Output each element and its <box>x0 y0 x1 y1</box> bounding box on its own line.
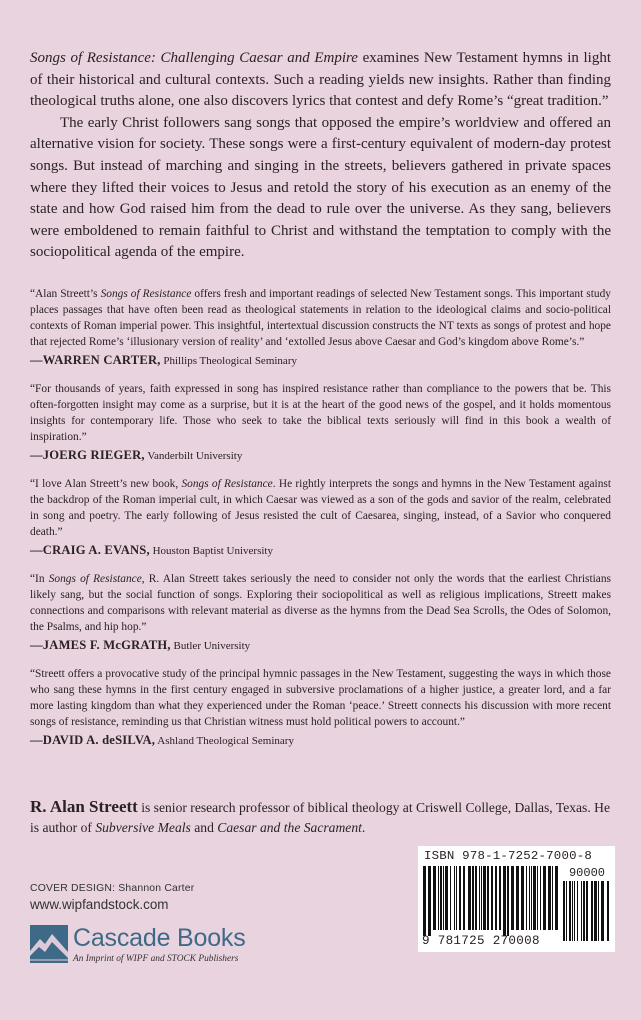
endorsement-quote: “In Songs of Resistance, R. Alan Streett takes seriously the need to consider not only the words that the earliest Christians likely sang, but the social function of songs. Exploring their sociopolitical as well as religious implications, Streett makes connections and comparisons with relevant material as diverse as the hymns from the Dead Sea Scrolls, the Odes of Solomon, the Psalms, and hip hop.” <box>30 573 611 633</box>
endorsement-attribution <box>30 352 611 369</box>
endorsement-attribution <box>30 542 611 559</box>
ean-digits: 9 781725 270008 <box>422 934 540 948</box>
addon-digits: 90000 <box>568 866 605 880</box>
description-paragraph-1 <box>30 48 611 113</box>
endorsement <box>30 666 611 749</box>
author-bio: R. Alan Streett is senior research professor of biblical theology at Criswell College, Dallas, Texas. He is author of Subversive Meals and Caesar and the Sacrament. <box>30 797 610 835</box>
description-text-1: examines New Testament hymns in light of their historical and cultural contexts. Such a reading yields new insights. Rather than finding theological truths alone, one also discovers lyrics that contest and defy Rome’s “great tradition.” <box>30 50 611 110</box>
publisher-website[interactable]: www.wipfandstock.com <box>30 897 169 912</box>
endorsement <box>30 286 611 369</box>
cascade-mountain-logo-icon <box>30 925 68 963</box>
description-paragraph-2: The early Christ followers sang songs that opposed the empire’s worldview and offered an alternative vision for society. These songs were a first-century equivalent of modern-day protest songs. But instead of marching and singing in the streets, believers gathered in private spaces where they lifted their voices to Jesus and retold the story of his execution as an enemy of the state and how God raised him from the dead to rule over the universe. As they sang, believers were emboldened to remain faithful to Christ and withstand the temptation to comply with the sociopolitical agenda of the empire. <box>30 114 611 261</box>
endorsement-attribution <box>30 732 611 749</box>
ean-barcode-bars <box>423 866 559 936</box>
endorsement-attribution <box>30 447 611 464</box>
addon-barcode-bars <box>563 881 611 947</box>
endorsement-quote: “For thousands of years, faith expressed in song has inspired resistance rather than compliance to the powers that be. This often-forgotten insight may come as a surprise, but it is at the heart of the good news of the gospel, and it holds momentous insights for contemporary life. Those who seek to take the biblical texts seriously will find in this book a wealth of inspiration.” <box>30 383 611 443</box>
endorser-name: —DAVID A. deSILVA, <box>30 733 156 747</box>
endorsement-quote: “Streett offers a provocative study of the principal hymnic passages in the New Testament, suggesting the ways in which those who sang these hymns in the first century engaged in subversive proclamations of a higher justice, a greater lord, and a far more lasting kingdom than what they experienced under the Roman ‘peace.’ Streett connects his discussion with more recent songs of resistance, reminding us that Christian witness must hold political powers to account.” <box>30 668 611 728</box>
book-title-caesar-sacrament: Caesar and the Sacrament <box>217 820 362 835</box>
endorsement <box>30 381 611 464</box>
endorser-name: —WARREN CARTER, <box>30 353 161 367</box>
endorser-name: —JAMES F. McGRATH, <box>30 638 171 652</box>
book-title-subversive-meals: Subversive Meals <box>95 820 191 835</box>
publisher-imprint: An Imprint of WIPF and STOCK Publishers <box>73 954 239 964</box>
endorser-affiliation: Vanderbilt University <box>144 450 243 462</box>
endorser-name: —CRAIG A. EVANS, <box>30 543 150 557</box>
endorser-affiliation: Butler University <box>170 640 251 652</box>
endorsement-quote: “I love Alan Streett’s new book, Songs of Resistance. He rightly interprets the songs and hymns in the New Testament against the backdrop of the Roman imperial cult, in which Caesar was viewed as a son of the gods and savior of the realm, celebrated in song and poetry. The early following of Jesus resisted the cult of Caesarea, singing, instead, of a Savior who conquered death.” <box>30 478 611 538</box>
barcode <box>418 846 615 952</box>
cover-design-credit: COVER DESIGN: Shannon Carter <box>30 883 195 894</box>
endorsement-quote: “Alan Streett’s Songs of Resistance offers fresh and important readings of selected New Testament songs. This important study places passages that have often been read as theological statements in relation to the ideological claims and socio-political contexts of Roman imperial power. This insightful, intertextual discussion constructs the NT texts as songs of protest and hope that rejected Rome’s ‘illusionary version of reality’ and ‘extolled Jesus above Caesar and God’s kingdom above Rome’s.” <box>30 288 611 348</box>
endorser-affiliation: Phillips Theological Seminary <box>160 355 297 367</box>
book-description <box>30 48 611 264</box>
endorsement-attribution <box>30 637 611 654</box>
endorser-affiliation: Ashland Theological Seminary <box>155 735 294 747</box>
endorsements <box>30 286 611 761</box>
isbn-label: ISBN 978-1-7252-7000-8 <box>424 849 592 863</box>
endorsement <box>30 476 611 559</box>
endorser-name: —JOERG RIEGER, <box>30 448 145 462</box>
author-name: R. Alan Streett <box>30 797 138 816</box>
endorser-affiliation: Houston Baptist University <box>149 545 273 557</box>
endorsement <box>30 571 611 654</box>
publisher-name: Cascade Books <box>73 924 246 952</box>
book-title: Songs of Resistance: Challenging Caesar and Empire <box>30 50 358 66</box>
